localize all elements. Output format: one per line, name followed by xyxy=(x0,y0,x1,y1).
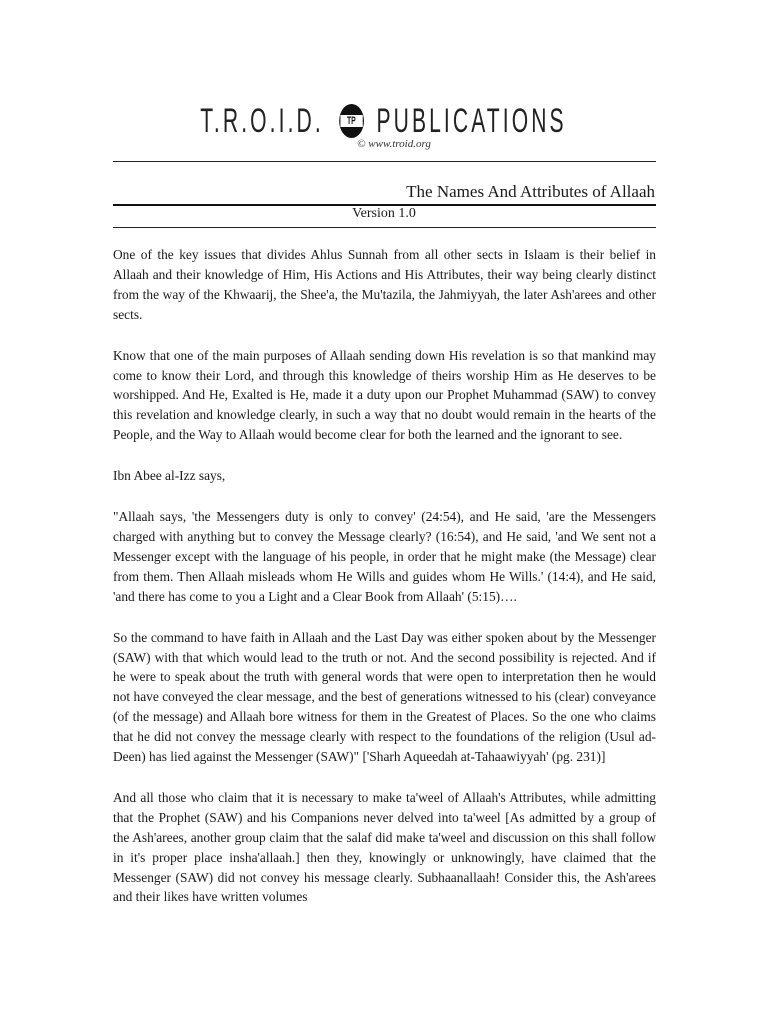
tp-badge-label: TP xyxy=(341,115,363,127)
paragraph: Know that one of the main purposes of Allaah sending down His revelation is so that mankind may come to know their Lord, and through this knowledge of theirs worship Him as He deserves to be worshipped. And He, Exalted is He, made it a duty upon our Prophet Muhammad (SAW) to convey this revelation and knowledge clearly, in such a way that no doubt would remain in the hearts of the People, and the Way to Allaah would become clear for both the learned and the ignorant to see. xyxy=(113,347,656,443)
document-body xyxy=(113,245,656,928)
website-url: © www.troid.org xyxy=(357,138,431,150)
document-title: The Names And Attributes of Allaah xyxy=(406,182,655,201)
paragraph: So the command to have faith in Allaah and the Last Day was either spoken about by the Messenger (SAW) with that which would lead to the truth or not. And the second possibility is rejected. And if he were to speak about the truth with general words that were open to interpretation then he would not have conveyed the clear message, and the best of generations witnessed to his (clear) conveyance (of the message) and Allaah bore witness for them in the Greatest of Places. So the one who claims that he did not convey the message clearly with respect to the foundations of the religion (Usul ad-Deen) has lied against the Messenger (SAW)" ['Sharh Aqueedah at-Tahaawiyyah' (pg. 231)] xyxy=(113,629,656,765)
paragraph: Ibn Abee al-Izz says, xyxy=(113,468,226,484)
paragraph: And all those who claim that it is necessary to make ta'weel of Allaah's Attributes, while admitting that the Prophet (SAW) and his Companions never delved into ta'weel [As admitted by a group of the Ash'arees, another group claim that the salaf did make ta'weel and discussion on this shall follow in it's proper place insha'allaah.] then they, knowingly or unknowingly, have claimed that the Messenger (SAW) did not convey his message clearly. Subhaanallaah! Consider this, the Ash'arees and their likes have written volumes xyxy=(113,789,656,905)
version-divider xyxy=(113,227,656,228)
logo-right-text: PUBLICATIONS xyxy=(376,101,568,140)
header-divider xyxy=(113,161,656,162)
publisher-logo xyxy=(0,100,768,140)
quotation-paragraph: "Allaah says, 'the Messengers duty is only to convey' (24:54), and He said, 'are the Messengers charged with anything but to convey the Message clearly? (16:54), and He said, 'and We sent not a Messenger except with the language of his people, in order that he might make (the Message) clear from them. Then Allaah misleads whom He Wills and guides whom He Wills.' (14:4), and He said, 'and there has come to you a Light and a Clear Book from Allaah' (5:15)…. xyxy=(113,509,656,604)
paragraph: One of the key issues that divides Ahlus Sunnah from all other sects in Islaam is their belief in Allaah and their knowledge of Him, His Actions and His Attributes, their way being clearly distinct from the way of the Khwaarij, the Shee'a, the Mu'tazila, the Jahmiyyah, the later Ash'arees and other sects. xyxy=(113,247,656,322)
document-version: Version 1.0 xyxy=(352,206,416,221)
logo-left-text: T.R.O.I.D. xyxy=(200,101,325,140)
tp-badge-icon xyxy=(339,104,364,138)
